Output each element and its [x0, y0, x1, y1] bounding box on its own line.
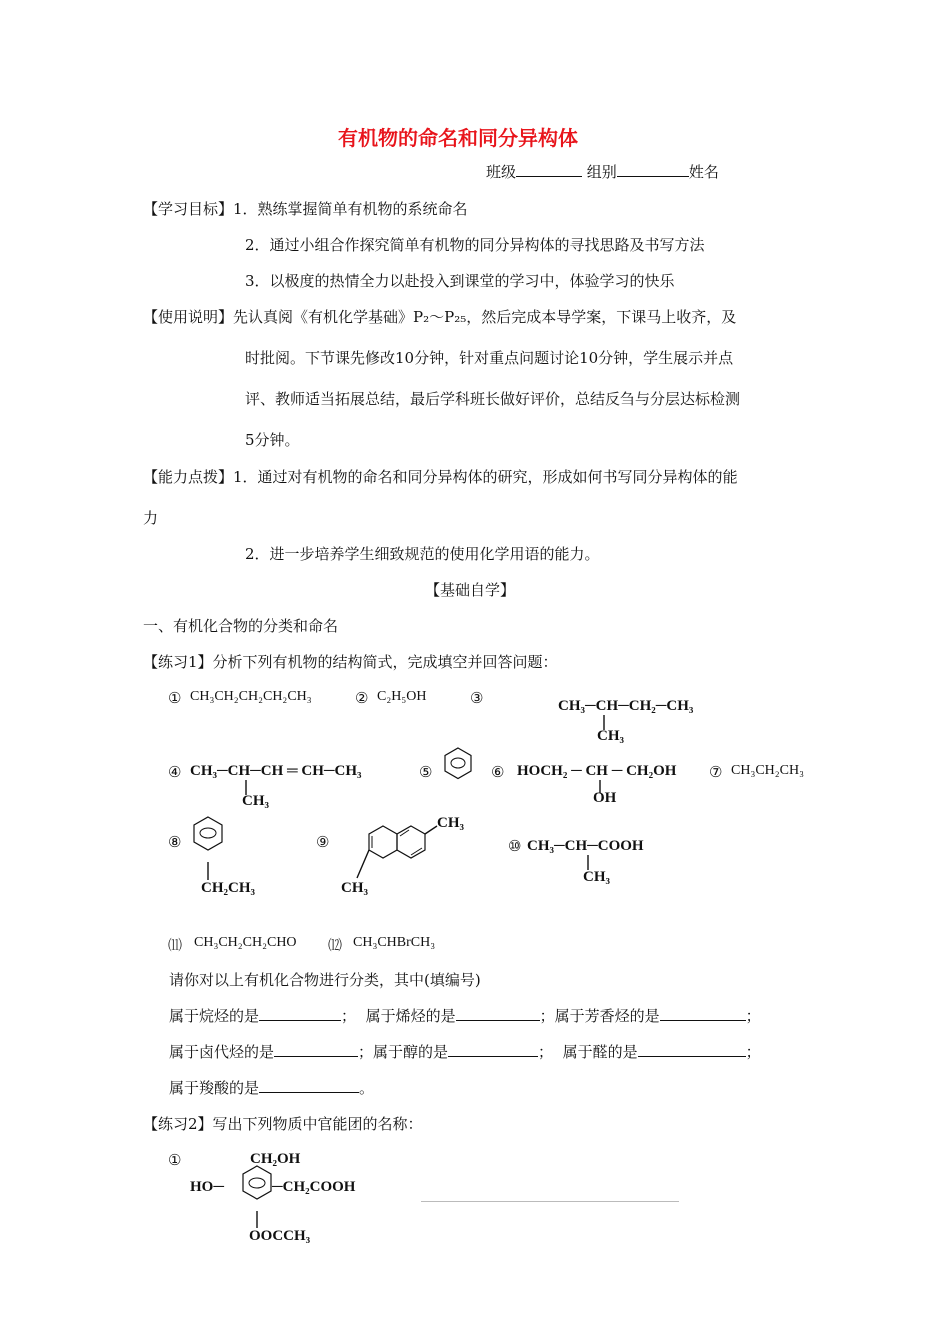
- compound-3-number: ③: [470, 689, 484, 707]
- compound-10-main: CH₃─CH─COOH: [527, 838, 644, 854]
- compound-1-number: ①: [168, 689, 182, 707]
- class-blank[interactable]: [516, 162, 582, 177]
- separator: ；: [358, 1043, 374, 1061]
- ex2-right-group: ─CH₂COOH: [272, 1179, 356, 1195]
- compound-7: CH₃CH₂CH₃: [731, 763, 804, 778]
- ex1-text: 分析下列有机物的结构简式，完成填空并回答问题：: [212, 653, 558, 671]
- compound-9-number: ⑨: [316, 833, 330, 851]
- period: 。: [359, 1079, 375, 1097]
- halide-label: 属于卤代烃的是: [169, 1043, 275, 1061]
- usage-tag: 【使用说明】: [143, 308, 234, 326]
- ex2-tag: 【练习2】: [143, 1115, 213, 1133]
- compound-3-sub: CH₃: [597, 728, 624, 744]
- compound-9-top: CH₃: [437, 815, 464, 831]
- name-label: 姓名: [688, 163, 719, 181]
- ex1-intro: [143, 652, 558, 672]
- ex2-left-group: HO─: [190, 1179, 224, 1195]
- classify-row1: [169, 1006, 761, 1026]
- ability-line2: 力: [143, 509, 159, 527]
- compound-8-number: ⑧: [168, 833, 182, 851]
- classify-row2: [169, 1042, 761, 1062]
- usage-line1: [143, 307, 736, 327]
- separator: ；: [341, 1007, 357, 1025]
- ex2-intro: [143, 1114, 423, 1134]
- group-label: 组别: [586, 163, 617, 181]
- objectives-tag: 【学习目标】: [143, 200, 234, 218]
- objectives-line1: [143, 199, 468, 219]
- ex2-bottom-group: OOCCH₃: [249, 1228, 311, 1244]
- aldehyde-blank[interactable]: [638, 1042, 746, 1057]
- compound-6-sub: OH: [593, 790, 617, 806]
- ability-tag: 【能力点拨】: [143, 468, 234, 486]
- compound-12-number: ⑿: [328, 939, 342, 954]
- separator: ；: [745, 1007, 761, 1025]
- group-blank[interactable]: [617, 162, 689, 177]
- ex2-number: ①: [168, 1151, 182, 1169]
- usage-line2: 时批阅。下节课先修改10分钟，针对重点问题讨论10分钟，学生展示并点: [245, 349, 734, 367]
- halide-blank[interactable]: [274, 1042, 358, 1057]
- separator: ；: [745, 1043, 761, 1061]
- ability-line1: [143, 467, 738, 487]
- ex1-tag: 【练习1】: [143, 653, 213, 671]
- classify-row3: [169, 1078, 374, 1098]
- ability-text: 1．通过对有机物的命名和同分异构体的研究，形成如何书写同分异构体的能: [233, 468, 738, 486]
- alkene-blank[interactable]: [456, 1006, 540, 1021]
- alcohol-blank[interactable]: [448, 1042, 538, 1057]
- usage-line4: 5分钟。: [245, 431, 300, 449]
- objective-item: 2．通过小组合作探究简单有机物的同分异构体的寻找思路及书写方法: [245, 236, 705, 254]
- compound-12: CH₃CHBrCH₃: [353, 935, 436, 950]
- compound-2-number: ②: [355, 689, 369, 707]
- alcohol-label: 属于醇的是: [373, 1043, 449, 1061]
- compound-4-number: ④: [168, 763, 182, 781]
- part1-heading: 一、有机化合物的分类和命名: [143, 617, 339, 635]
- compound-7-number: ⑦: [709, 763, 723, 781]
- compound-10-number: ⑩: [508, 837, 522, 855]
- classify-prompt: 请你对以上有机化合物进行分类，其中(填编号): [169, 971, 481, 989]
- alkane-label: 属于烷烃的是: [169, 1007, 260, 1025]
- compound-6-number: ⑥: [491, 763, 505, 781]
- compound-6-main: HOCH₂ ─ CH ─ CH₂OH: [517, 763, 677, 779]
- usage-line3: 评、教师适当拓展总结，最后学科班长做好评价，总结反刍与分层达标检测: [245, 390, 741, 408]
- objective-item: 1．熟练掌握简单有机物的系统命名: [233, 200, 468, 218]
- usage-text: 先认真阅《有机化学基础》P₂～P₂₅，然后完成本导学案，下课马上收齐，及: [233, 308, 737, 326]
- compound-11: CH₃CH₂CH₂CHO: [194, 935, 297, 950]
- compound-11-number: ⑾: [168, 939, 182, 954]
- compound-3-main: CH₃─CH─CH₂─CH₃: [558, 698, 694, 714]
- acid-blank[interactable]: [259, 1078, 359, 1093]
- objective-item: 3．以极度的热情全力以赴投入到课堂的学习中，体验学习的快乐: [245, 272, 675, 290]
- ex2-top-group: CH₂OH: [250, 1151, 301, 1167]
- aldehyde-label: 属于醛的是: [562, 1043, 638, 1061]
- aromatic-blank[interactable]: [660, 1006, 746, 1021]
- compound-9-bottom: CH₃: [341, 880, 368, 896]
- compound-2: C₂H₅OH: [377, 689, 427, 704]
- ability-line3: 2．进一步培养学生细致规范的使用化学用语的能力。: [245, 545, 600, 563]
- class-label: 班级: [486, 163, 517, 181]
- compound-4-sub: CH₃: [242, 793, 269, 809]
- separator: ；: [538, 1043, 554, 1061]
- compound-5-number: ⑤: [419, 763, 433, 781]
- compound-1: CH₃CH₂CH₂CH₂CH₃: [190, 689, 312, 704]
- aromatic-label: 属于芳香烃的是: [554, 1007, 660, 1025]
- separator: ；: [539, 1007, 555, 1025]
- ex2-text: 写出下列物质中官能团的名称：: [212, 1115, 423, 1133]
- answer-line[interactable]: [421, 1201, 679, 1202]
- alkane-blank[interactable]: [259, 1006, 341, 1021]
- header-fields: [486, 162, 719, 182]
- compound-4-main: CH₃─CH─CH ═ CH─CH₃: [190, 763, 362, 779]
- compound-10-sub: CH₃: [583, 869, 610, 885]
- ex2-benzene-ring-icon: [0, 0, 1, 1]
- compound-8-sub: CH₂CH₃: [201, 880, 255, 896]
- section-heading: 【基础自学】: [425, 581, 516, 599]
- acid-label: 属于羧酸的是: [169, 1079, 260, 1097]
- alkene-label: 属于烯烃的是: [365, 1007, 456, 1025]
- page-title: 有机物的命名和同分异构体: [338, 126, 578, 150]
